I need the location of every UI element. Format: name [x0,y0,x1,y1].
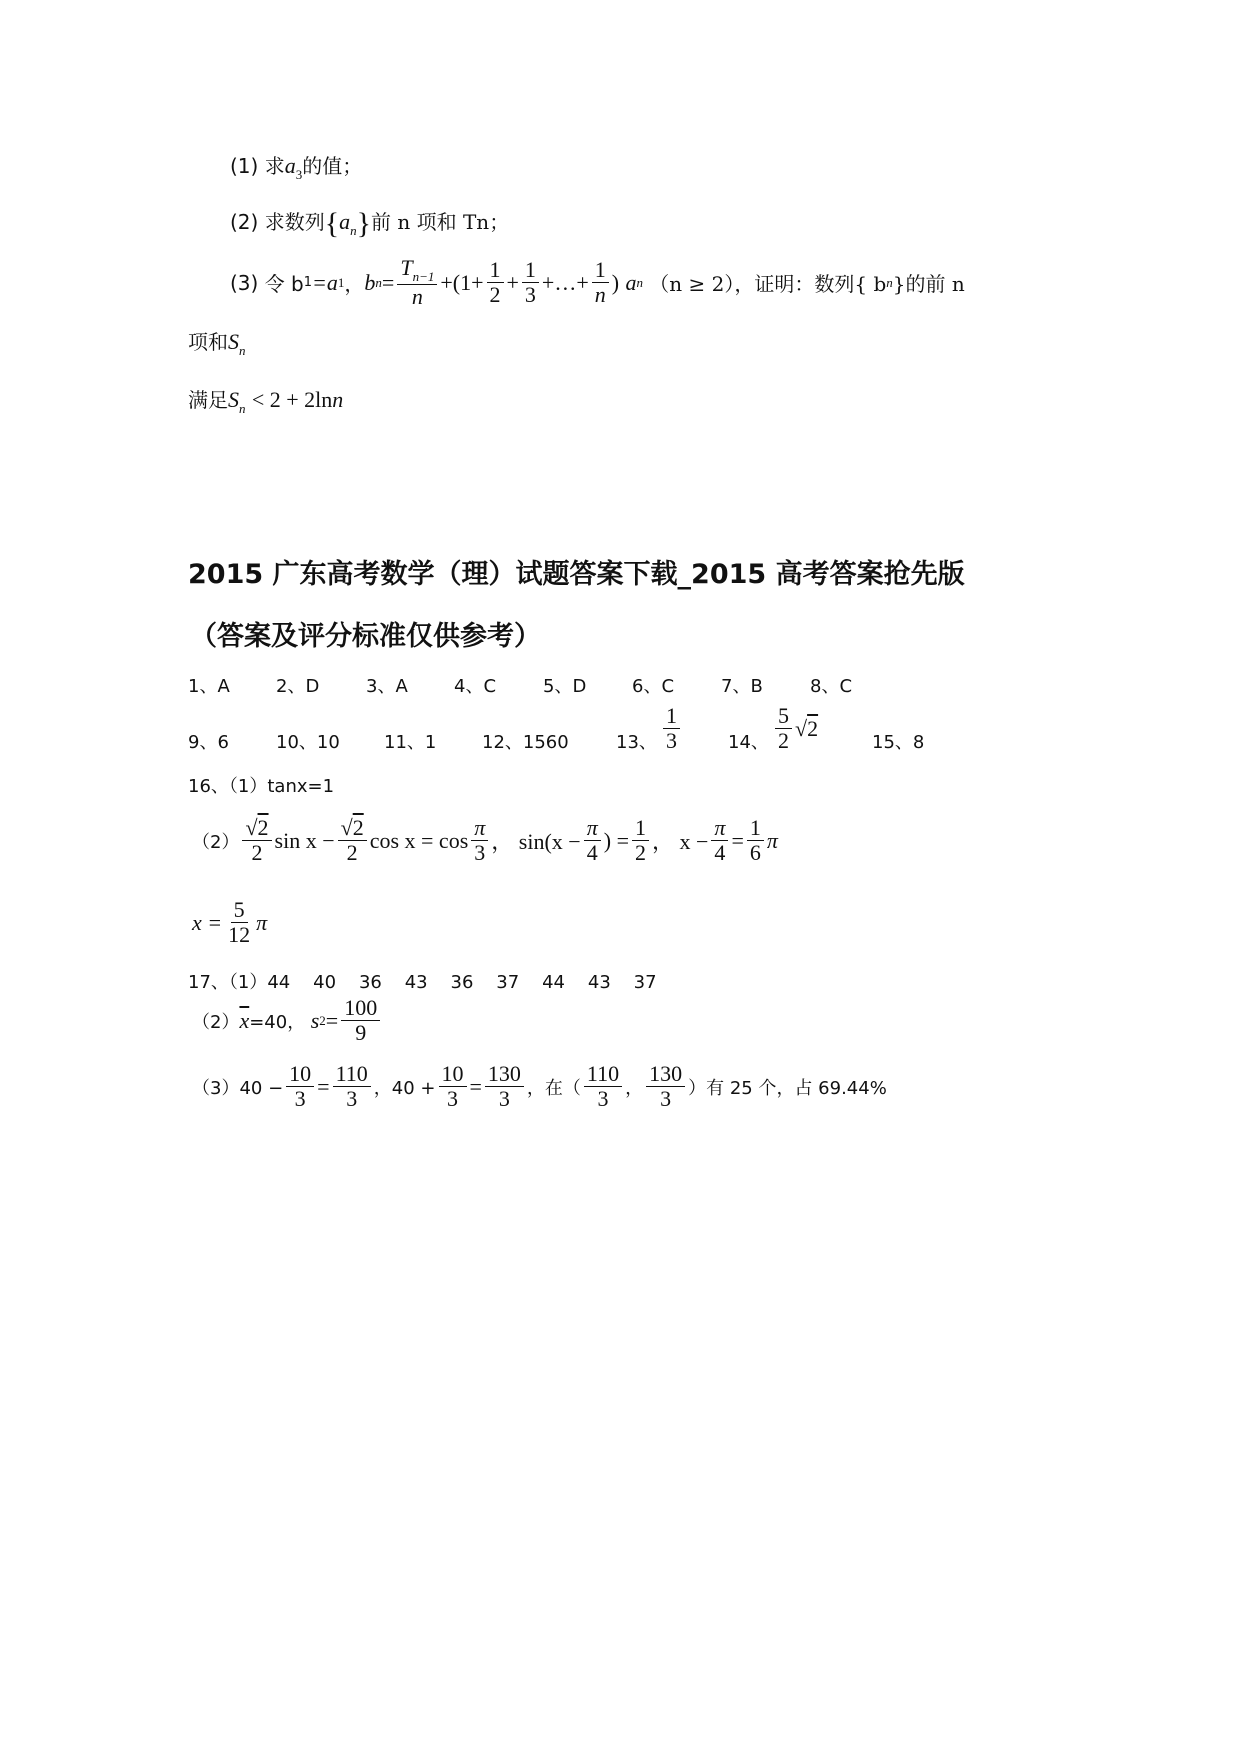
subscript: n [886,274,893,290]
num: 10 [286,1062,314,1087]
part-text: 求数列 [264,210,325,234]
den: 3 [346,1086,358,1112]
answer-item: 2、D [276,676,320,697]
den: 2 [251,840,263,866]
num: π [584,816,601,841]
answer-item: 5、D [543,676,587,697]
num: π [711,816,728,841]
result-tail: ）有 25 个，占 69.44% [688,1077,887,1099]
sin-shift: ， sin(x − [491,829,581,855]
pi: π [256,909,268,935]
q17-part-2 [192,996,383,1045]
num: 110 [584,1062,622,1087]
S: S [228,329,239,354]
label: （2） [192,831,240,853]
sqrt-icon: √ [340,815,353,840]
den: 12 [228,922,251,948]
den: 6 [749,840,761,866]
q17-part-3 [192,1062,887,1111]
answer-item: 7、B [721,676,763,697]
num: 130 [646,1062,685,1087]
sqrt-icon: √ [795,715,808,741]
radicand: 2 [807,715,819,741]
num: 110 [333,1062,371,1087]
x-equals: x = [192,909,223,935]
sin-term: sin x − [274,827,335,853]
text: 满足 [188,388,228,412]
den: 4 [714,840,726,866]
den: 4 [586,840,598,866]
answers-title: 2015 广东高考数学（理）试题答案下载_2015 高考答案抢先版 [188,559,965,590]
subscript: 1 [337,274,345,290]
num: 130 [485,1062,524,1087]
a-n: a [625,269,637,295]
left-brace: { [324,207,340,240]
answer-item: 15、8 [872,732,925,753]
fraction-1-3 [522,258,539,307]
part-number: (3) [230,270,259,295]
q16-part-2 [192,816,778,865]
answer-item: 3、A [366,676,408,697]
radicand: 2 [352,815,364,840]
label: （2） [192,1011,240,1033]
answers-subtitle: （答案及评分标准仅供参考） [190,621,541,652]
equals: = [381,269,395,295]
q17-part-1: 17、（1）44 40 36 43 36 37 44 43 37 [188,972,657,993]
part-text: 求 [264,154,285,178]
problem-part-3-line3 [188,384,343,417]
problem-part-2 [230,206,509,241]
den: 9 [355,1020,367,1046]
part-tail: 前 n 项和 Tn； [371,210,510,234]
condition-tail: }的前 n [892,272,965,297]
num: 1 [592,258,609,283]
answer-item: 1、A [188,676,230,697]
answer-14-value [772,704,818,753]
interval-open: ，在（ [526,1077,581,1099]
num: 1 [747,816,764,841]
answer-item: 4、C [454,676,497,697]
sqrt-icon: √ [245,815,258,840]
den: 3 [597,1086,609,1112]
part-tail: 的值； [302,154,363,178]
subscript: n [350,223,357,238]
problem-part-3-line2 [188,326,246,359]
b-n: b [364,269,376,295]
subscript: 3 [295,167,303,182]
cos-term: cos x = cos [369,827,469,853]
num: 1 [632,816,649,841]
den: 2 [489,282,501,308]
T: T [400,255,413,280]
equals: ) = [603,827,629,853]
subscript: n−1 [412,269,435,284]
plus-term: ，40 + [373,1077,436,1099]
den: 3 [294,1086,306,1112]
fraction-1-2 [487,258,504,307]
problem-part-3 [230,256,965,309]
q16-part-1: 16、（1）tanx=1 [188,776,335,797]
x-bar: $\overline{x}$ [239,1007,250,1033]
pi: π [766,827,778,853]
condition-text: （n ≥ 2），证明：数列{ b [649,272,887,297]
right-brace: } [356,207,372,240]
fraction-1-n [592,258,609,307]
equals: = [325,1007,339,1033]
answer-item: 11、1 [384,732,437,753]
num: 1 [663,704,680,729]
part-number: (2) [230,210,259,234]
num: π [471,816,488,841]
paren-open: +(1+ [440,269,484,295]
dots: +…+ [541,269,589,295]
den: 2 [634,840,646,866]
variable: a [284,153,296,178]
S: S [228,387,239,412]
subscript: n [239,401,246,416]
den: n [594,282,606,308]
equals: = [731,827,744,853]
num: 10 [439,1062,467,1087]
subscript: n [636,274,643,290]
plus: + [506,269,519,295]
den: 3 [474,840,486,866]
part-number: (1) [230,154,259,178]
answer-item: 14、 [728,732,769,753]
den: 2 [346,840,358,866]
equals-a: =a [312,269,338,295]
answer-item: 13、 [616,732,657,753]
subscript: 1 [303,275,313,291]
den: 3 [524,282,536,308]
label: （3）40 − [192,1077,284,1099]
equals: = [469,1073,482,1099]
answer-item: 9、6 [188,732,229,753]
answer-item: 12、1560 [482,732,569,753]
subscript: n [375,274,382,290]
answer-item: 8、C [810,676,853,697]
x-shift: ， x − [651,829,709,855]
den: 3 [660,1086,672,1112]
radicand: 2 [257,815,269,840]
comma: ， [625,1077,644,1099]
num: 1 [522,258,539,283]
q16-part-3 [192,898,267,947]
num: 5 [775,704,792,729]
variable: a [339,209,351,234]
fraction-T-over-n [397,256,437,309]
inequality: < 2 + 2ln [251,387,333,412]
den: 2 [778,728,789,754]
comma: ， [344,272,365,297]
mean-value: =40， [249,1011,306,1033]
num: 1 [487,258,504,283]
n: n [411,284,423,310]
den: 3 [447,1086,458,1112]
subscript: n [239,343,246,358]
den: 3 [666,728,677,754]
superscript: 2 [319,1012,326,1028]
num: 5 [231,898,248,923]
lead-text: 令 b [264,272,304,297]
num: 100 [341,996,380,1021]
text: 项和 [188,330,228,354]
n: n [332,387,344,412]
answer-item: 10、10 [276,732,340,753]
answer-13-fraction [660,704,683,753]
problem-part-1 [230,150,362,183]
paren-close: ) [611,269,620,295]
den: 3 [498,1086,510,1112]
s: s [310,1007,320,1033]
equals: = [317,1073,330,1099]
answer-item: 6、C [632,676,675,697]
